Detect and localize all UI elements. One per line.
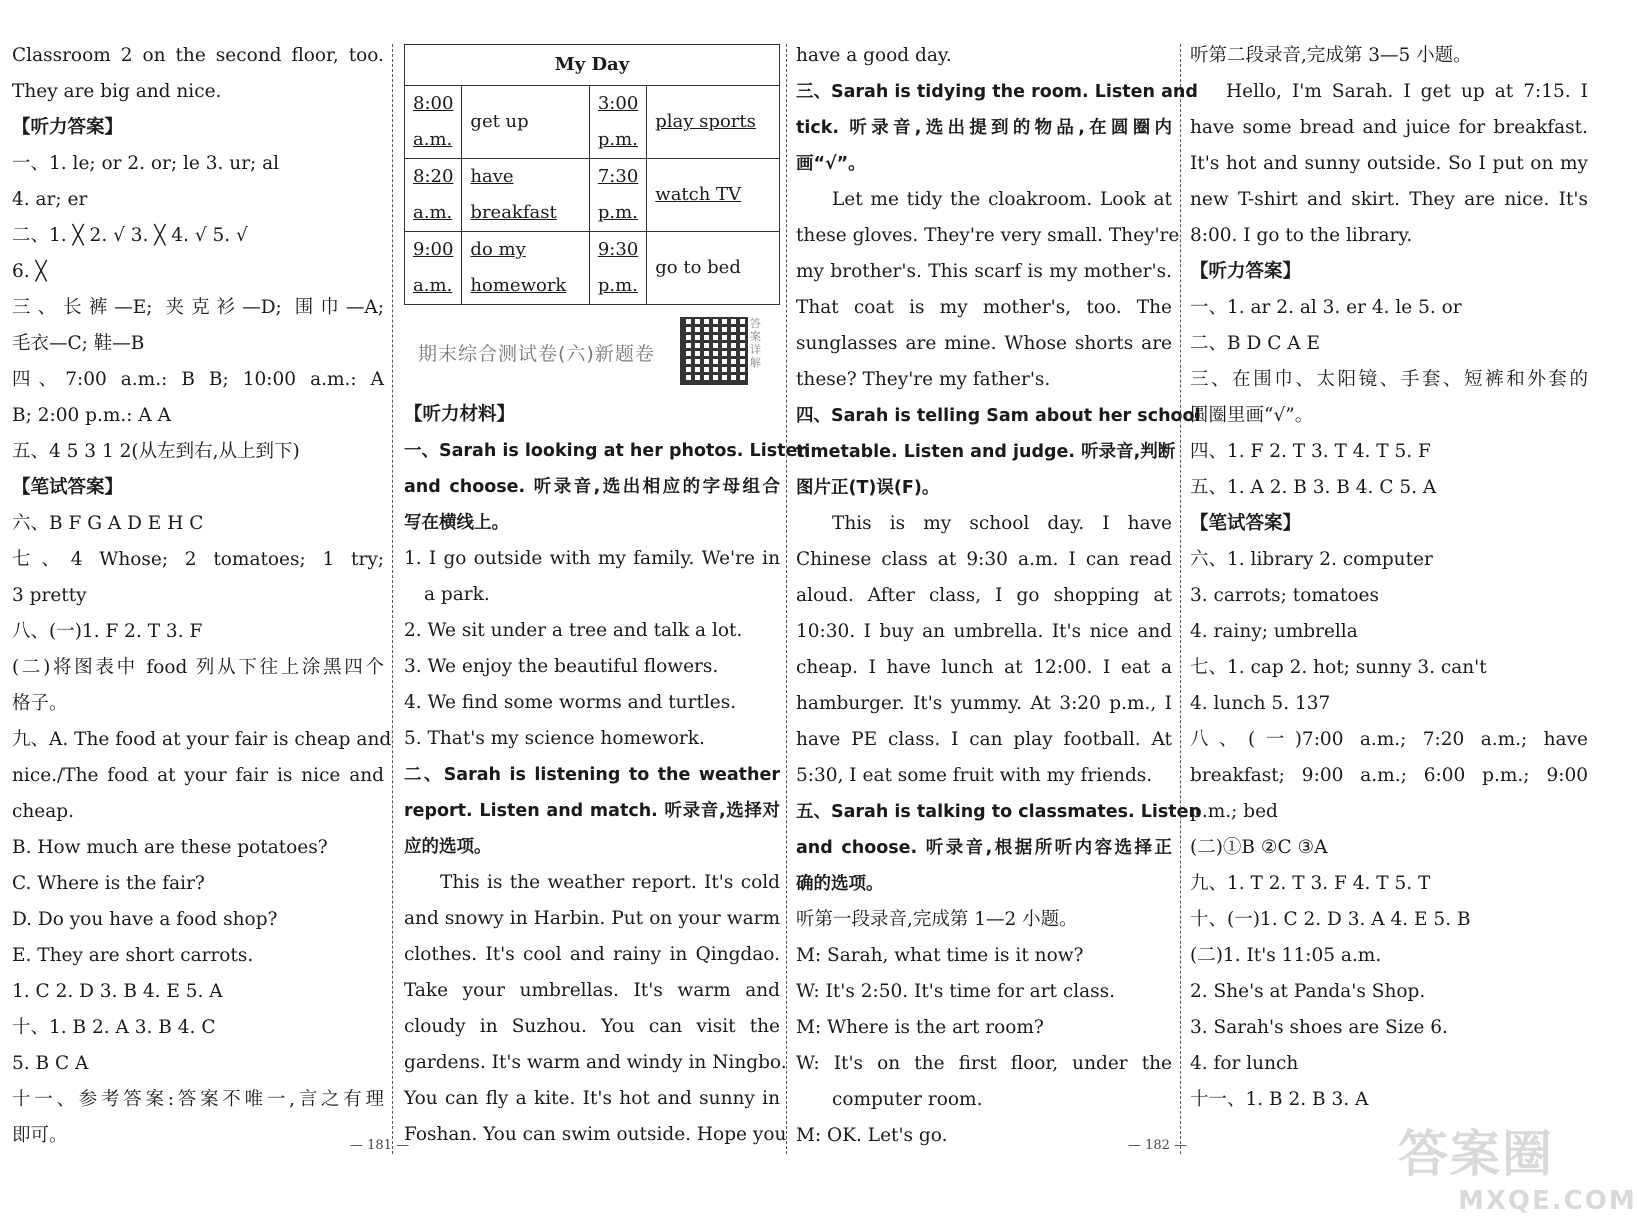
text-line: these gloves. They're very small. They're: [796, 225, 1180, 246]
text-line: E. They are short carrots.: [12, 945, 254, 966]
text-line: 格子。: [12, 693, 68, 714]
text-line: (二)1. It's 11:05 a.m.: [1190, 945, 1382, 966]
text-line: (二)将图表中 food 列从下往上涂黑四个: [12, 657, 384, 678]
text-line: a park.: [424, 584, 490, 605]
text-line: 九、A. The food at your fair is cheap and: [12, 729, 392, 750]
text-line: 即可。: [12, 1125, 68, 1146]
text-line: new T-shirt and skirt. They are nice. It's: [1190, 189, 1588, 210]
watermark-text: 答案圈: [1398, 1125, 1554, 1183]
text-line: Hello, I'm Sarah. I get up at 7:15. I: [1226, 81, 1588, 102]
text-line: 3. Sarah's shoes are Size 6.: [1190, 1017, 1448, 1038]
answer-column-2: [404, 44, 810, 1153]
text-line: This is my school day. I have: [832, 513, 1172, 534]
answer-column-1: [12, 38, 392, 1154]
text-line: have a good day.: [796, 45, 952, 66]
text-line: 10:30. I buy an umbrella. It's nice and: [796, 621, 1172, 642]
test-title: 期末综合测试卷(六)新题卷: [418, 343, 655, 365]
section-heading: 【听力答案】: [1190, 261, 1302, 282]
question-heading: 四、Sarah is telling Sam about her school: [796, 406, 1201, 426]
text-line: 4. ar; er: [12, 189, 88, 210]
text-line: It's hot and sunny outside. So I put on my: [1190, 153, 1588, 174]
text-line: 听第二段录音,完成第 3—5 小题。: [1190, 45, 1472, 66]
text-line: 三、长裤—E; 夹克衫—D; 围巾—A;: [12, 297, 384, 318]
column-divider: [1180, 44, 1181, 1154]
text-line: 二、B D C A E: [1190, 333, 1320, 354]
text-line: 毛衣—C; 鞋—B: [12, 333, 145, 354]
section-heading: 【笔试答案】: [1190, 513, 1302, 534]
qr-code-icon: [680, 317, 748, 385]
answer-column-4: [1190, 38, 1588, 1118]
text-line: have PE class. I can play football. At: [796, 729, 1172, 750]
text-line: 六、1. library 2. computer: [1190, 549, 1433, 570]
text-line: W: It's 2:50. It's time for art class.: [796, 981, 1116, 1002]
table-cell-time: 8:00 a.m.: [405, 86, 462, 159]
table-cell-activity: get up: [462, 86, 589, 159]
question-heading: 图片正(T)误(F)。: [796, 478, 940, 498]
question-heading: 确的选项。: [796, 874, 884, 894]
column-divider: [392, 44, 393, 1154]
text-line: 五、4 5 3 1 2(从左到右,从上到下): [12, 441, 300, 462]
question-heading: tick. 听录音,选出提到的物品,在圆圈内: [796, 118, 1172, 138]
text-line: computer room.: [832, 1089, 983, 1110]
text-line: 8:00. I go to the library.: [1190, 225, 1413, 246]
text-line: M: Where is the art room?: [796, 1017, 1044, 1038]
text-line: 5. That's my science homework.: [404, 728, 705, 749]
text-line: That coat is my mother's, too. The: [796, 297, 1172, 318]
table-cell-time: 3:00 p.m.: [589, 86, 646, 159]
text-line: Classroom 2 on the second floor, too.: [12, 45, 384, 66]
text-line: gardens. It's warm and windy in Ningbo.: [404, 1052, 787, 1073]
qr-label: 答案详解: [750, 317, 761, 369]
text-line: 听第一段录音,完成第 1—2 小题。: [796, 909, 1078, 930]
text-line: B; 2:00 p.m.: A A: [12, 405, 171, 426]
text-line: 3. carrots; tomatoes: [1190, 585, 1379, 606]
page-number-left: — 181 —: [350, 1138, 410, 1153]
question-heading: 三、Sarah is tidying the room. Listen and: [796, 82, 1198, 102]
text-line: 七、1. cap 2. hot; sunny 3. can't: [1190, 657, 1487, 678]
text-line: and snowy in Harbin. Put on your warm: [404, 908, 780, 929]
text-line: 八、(一)1. F 2. T 3. F: [12, 621, 203, 642]
text-line: 4. lunch 5. 137: [1190, 693, 1331, 714]
question-heading: 二、Sarah is listening to the weather: [404, 765, 780, 785]
table-cell-activity: play sports: [647, 86, 780, 159]
text-line: (二)①B ②C ③A: [1190, 837, 1328, 858]
text-line: 二、1. ╳ 2. √ 3. ╳ 4. √ 5. √: [12, 225, 248, 246]
text-line: p.m.; bed: [1190, 801, 1278, 822]
table-cell-activity: have breakfast: [462, 159, 589, 232]
table-cell-time: 9:30 p.m.: [589, 232, 646, 305]
text-line: Let me tidy the cloakroom. Look at: [832, 189, 1172, 210]
question-heading: timetable. Listen and judge. 听录音,判断: [796, 442, 1176, 462]
text-line: B. How much are these potatoes?: [12, 837, 328, 858]
page-number-right: — 182 —: [1128, 1138, 1188, 1153]
answer-column-3: [796, 38, 1201, 1154]
table-row: [405, 159, 780, 232]
section-heading: 【听力材料】: [404, 404, 516, 425]
watermark-logo: [1398, 1114, 1637, 1216]
table-title: My Day: [405, 45, 780, 86]
text-line: hamburger. It's yummy. At 3:20 p.m., I: [796, 693, 1172, 714]
section-heading: 【笔试答案】: [12, 477, 124, 498]
question-heading: 应的选项。: [404, 837, 492, 857]
text-line: They are big and nice.: [12, 81, 222, 102]
text-line: 六、B F G A D E H C: [12, 513, 204, 534]
text-line: 八、(一)7:00 a.m.; 7:20 a.m.; have: [1190, 729, 1588, 750]
text-line: 一、1. le; or 2. or; le 3. ur; al: [12, 153, 280, 174]
text-line: 3 pretty: [12, 585, 87, 606]
table-cell-activity: watch TV: [647, 159, 780, 232]
my-day-table: [404, 44, 780, 305]
question-heading: 一、Sarah is looking at her photos. Listen: [404, 441, 810, 461]
text-line: my brother's. This scarf is my mother's.: [796, 261, 1172, 282]
question-heading: 五、Sarah is talking to classmates. Listen: [796, 802, 1201, 822]
text-line: 2. We sit under a tree and talk a lot.: [404, 620, 743, 641]
text-line: 4. for lunch: [1190, 1053, 1299, 1074]
text-line: Foshan. You can swim outside. Hope you: [404, 1124, 787, 1145]
question-heading: 写在横线上。: [404, 513, 509, 533]
text-line: D. Do you have a food shop?: [12, 909, 278, 930]
table-cell-time: 9:00 a.m.: [405, 232, 462, 305]
question-heading: and choose. 听录音,根据所听内容选择正: [796, 838, 1172, 858]
text-line: 圆圈里画“√”。: [1190, 405, 1314, 426]
question-heading: and choose. 听录音,选出相应的字母组合: [404, 477, 780, 497]
text-line: 十、1. B 2. A 3. B 4. C: [12, 1017, 216, 1038]
column-divider: [786, 44, 787, 1154]
table-cell-activity: go to bed: [647, 232, 780, 305]
text-line: 四、1. F 2. T 3. T 4. T 5. F: [1190, 441, 1431, 462]
text-line: 十、(一)1. C 2. D 3. A 4. E 5. B: [1190, 909, 1471, 930]
text-line: 4. rainy; umbrella: [1190, 621, 1358, 642]
section-heading: 【听力答案】: [12, 117, 124, 138]
text-line: 2. She's at Panda's Shop.: [1190, 981, 1426, 1002]
text-line: C. Where is the fair?: [12, 873, 205, 894]
text-line: 3. We enjoy the beautiful flowers.: [404, 656, 719, 677]
text-line: have some bread and juice for breakfast.: [1190, 117, 1588, 138]
text-line: 四、7:00 a.m.: B B; 10:00 a.m.: A: [12, 369, 384, 390]
table-cell-time: 8:20 a.m.: [405, 159, 462, 232]
text-line: 五、1. A 2. B 3. B 4. C 5. A: [1190, 477, 1437, 498]
table-cell-activity: do my homework: [462, 232, 589, 305]
question-heading: 画“√”。: [796, 154, 866, 174]
text-line: breakfast; 9:00 a.m.; 6:00 p.m.; 9:00: [1190, 765, 1588, 786]
text-line: 七、4 Whose; 2 tomatoes; 1 try;: [12, 549, 384, 570]
table-cell-time: 7:30 p.m.: [589, 159, 646, 232]
text-line: these? They're my father's.: [796, 369, 1051, 390]
text-line: sunglasses are mine. Whose shorts are: [796, 333, 1172, 354]
text-line: You can fly a kite. It's hot and sunny in: [404, 1088, 780, 1109]
table-row: [405, 86, 780, 159]
text-line: 一、1. ar 2. al 3. er 4. le 5. or: [1190, 297, 1462, 318]
text-line: 1. C 2. D 3. B 4. E 5. A: [12, 981, 223, 1002]
text-line: aloud. After class, I go shopping at: [796, 585, 1172, 606]
watermark-url: MXQE.COM: [1458, 1186, 1637, 1216]
text-line: cheap.: [12, 801, 74, 822]
text-line: cheap. I have lunch at 12:00. I eat a: [796, 657, 1172, 678]
text-line: M: Sarah, what time is it now?: [796, 945, 1084, 966]
text-line: 1. I go outside with my family. We're in: [404, 548, 780, 569]
text-line: Take your umbrellas. It's warm and: [404, 980, 780, 1001]
text-line: This is the weather report. It's cold: [440, 872, 780, 893]
text-line: cloudy in Suzhou. You can visit the: [404, 1016, 780, 1037]
text-line: 4. We find some worms and turtles.: [404, 692, 737, 713]
text-line: Chinese class at 9:30 a.m. I can read: [796, 549, 1172, 570]
table-row: [405, 232, 780, 305]
text-line: M: OK. Let's go.: [796, 1125, 948, 1146]
text-line: 5:30, I eat some fruit with my friends.: [796, 765, 1153, 786]
text-line: 三、在围巾、太阳镜、手套、短裤和外套的: [1190, 369, 1588, 390]
text-line: clothes. It's cool and rainy in Qingdao.: [404, 944, 780, 965]
text-line: 5. B C A: [12, 1053, 89, 1074]
test-banner: [404, 317, 780, 397]
text-line: 十一、参考答案:答案不唯一,言之有理: [12, 1089, 384, 1110]
text-line: nice./The food at your fair is nice and: [12, 765, 384, 786]
text-line: 6. ╳: [12, 261, 47, 282]
text-line: 十一、1. B 2. B 3. A: [1190, 1089, 1369, 1110]
text-line: W: It's on the first floor, under the: [796, 1053, 1172, 1074]
text-line: 九、1. T 2. T 3. F 4. T 5. T: [1190, 873, 1431, 894]
question-heading: report. Listen and match. 听录音,选择对: [404, 801, 780, 821]
